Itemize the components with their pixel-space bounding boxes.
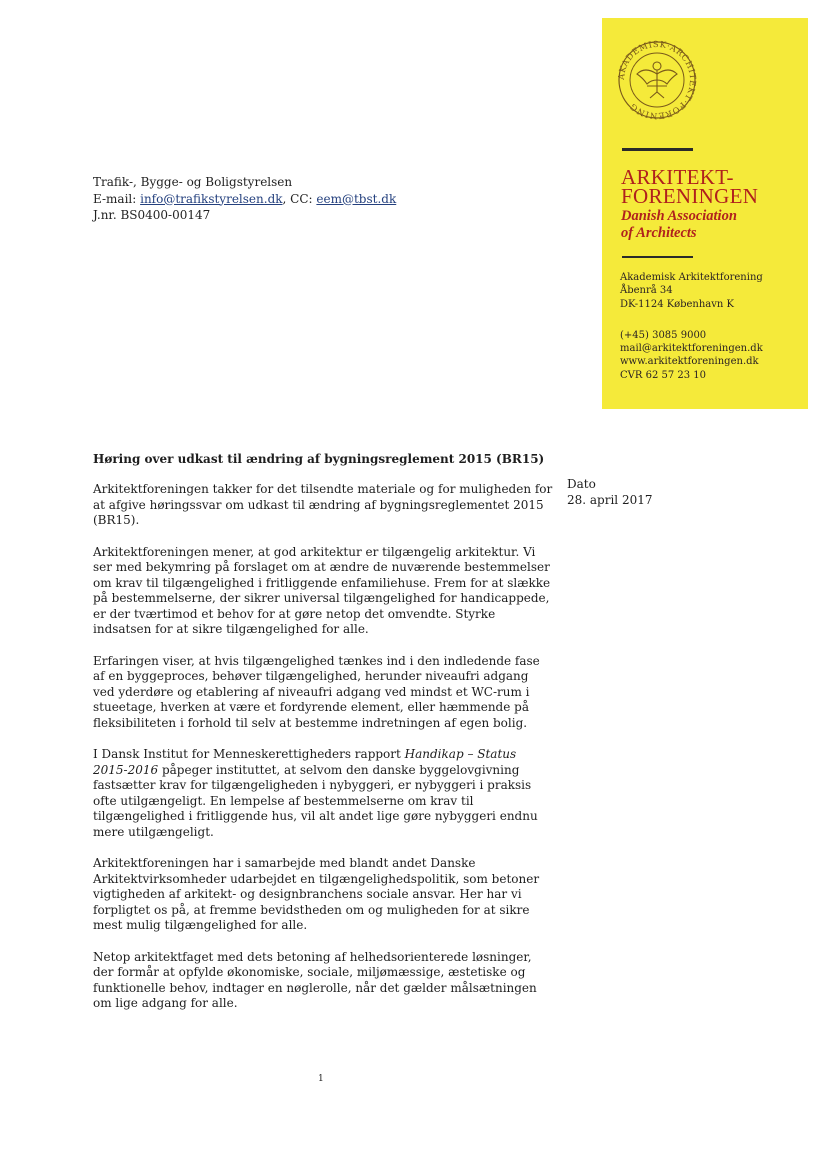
paragraph-4-intro: I Dansk Institut for Menneskerettigheders rapport bbox=[93, 747, 405, 761]
top-divider bbox=[622, 148, 693, 151]
contact-email[interactable]: mail@arkitektforeningen.dk bbox=[620, 343, 763, 355]
contact-website[interactable]: www.arkitektforeningen.dk bbox=[620, 356, 759, 368]
recipient-block bbox=[93, 174, 396, 224]
journal-number: J.nr. BS0400-00147 bbox=[93, 208, 211, 222]
date-label: Dato bbox=[567, 477, 596, 491]
brand-english-line2: of Architects bbox=[621, 224, 697, 241]
paragraph-1: Arkitektforeningen takker for det tilsendte materiale og for muligheden for at afgive høringssvar om udkast til ændring af bygningsreglementet 2015 (BR15). bbox=[93, 482, 553, 527]
letterhead-address bbox=[620, 271, 763, 382]
recipient-name: Trafik-, Bygge- og Boligstyrelsen bbox=[93, 175, 293, 189]
brand-english-line1: Danish Association bbox=[621, 208, 737, 224]
address-street: Åbenrå 34 bbox=[620, 285, 673, 297]
paragraph-3: Erfaringen viser, at hvis tilgængelighed tænkes ind i den indledende fase af en byggeproces, behøver tilgængelighed, herunder niveaufri adgang ved yderdøre og etablering af niveaufri adgang ved mindst et WC-rum i stueetage, hverken at være et fordyrende element, eller hæmmende på fleksibiliteten i forhold til selv at bestemme indretningen af egen bolig. bbox=[93, 653, 540, 730]
paragraph-5: Arkitektforeningen har i samarbejde med blandt andet Danske Arkitektvirksomheder udarbejdet en tilgængelighedspolitik, som betoner vigtigheden af arkitekt- og designbranchens sociale ansvar. Her har vi forpligtet os på, at fremme bevidstheden om og muligheden for at sikre mest mulig tilgængelighed for alle. bbox=[93, 856, 540, 932]
contact-phone: (+45) 3085 9000 bbox=[620, 329, 707, 341]
letterhead-panel bbox=[602, 18, 808, 409]
seal-text: AKADEMISK·ARCHITEKT·FORENING bbox=[617, 40, 697, 120]
paragraph-2: Arkitektforeningen mener, at god arkitektur er tilgængelig arkitektur. Vi ser med bekymring på forslaget om at ændre de nuværende bestemmelser om krav til tilgængelighed i fritliggende enfamiliehuse. Frem for at slække på bestemmelserne, der sikrer universal tilgængelighed for handicappede, er der tværtimod et behov for at gøre netop det omvendte. Styrke indsatsen for at sikre tilgængelighed for alle. bbox=[93, 544, 551, 636]
date-value: 28. april 2017 bbox=[567, 493, 653, 507]
recipient-email-line bbox=[93, 191, 396, 208]
report-title: Handikap – Status 2015-2016 bbox=[93, 747, 517, 777]
seal-logo bbox=[617, 40, 697, 120]
letter-body bbox=[93, 482, 553, 1028]
date-block bbox=[567, 476, 653, 508]
contact-cvr: CVR 62 57 23 10 bbox=[620, 369, 707, 381]
cc-email-link[interactable]: eem@tbst.dk bbox=[316, 191, 397, 206]
cc-label: , CC: bbox=[282, 191, 317, 206]
recipient-email-link[interactable]: info@trafikstyrelsen.dk bbox=[140, 191, 283, 206]
brand-name-line2: FORENINGEN bbox=[621, 184, 759, 208]
email-label: E-mail: bbox=[93, 191, 141, 206]
paragraph-4-rest: påpeger instituttet, at selvom den danske byggelovgivning fastsætter krav for tilgængeligheden i nybyggeri, er nybyggeri i praksis ofte utilgængeligt. En lempelse af bestemmelserne om krav til tilgængelighed i fritliggende hus, vil alt andet lige gøre nybyggeri endnu mere utilgængeligt. bbox=[93, 762, 538, 839]
brand-name-line1: ARKITEKT- bbox=[621, 165, 734, 189]
brand-english-name bbox=[621, 208, 758, 241]
address-org: Akademisk Arkitektforening bbox=[620, 272, 763, 283]
paragraph-6: Netop arkitektfaget med dets betoning af helhedsorienterede løsninger, der formår at opfylde økonomiske, sociale, miljømæssige, æstetiske og funktionelle behov, indtager en nøglerolle, når det gælder målsætningen om lige adgang for alle. bbox=[93, 949, 537, 1010]
middle-divider bbox=[622, 256, 693, 258]
address-city: DK-1124 København K bbox=[620, 298, 734, 310]
paragraph-4 bbox=[93, 747, 553, 840]
letter-heading: Høring over udkast til ændring af bygningsreglement 2015 (BR15) bbox=[93, 452, 545, 466]
page-number: 1 bbox=[318, 1074, 324, 1084]
brand-logotype bbox=[621, 165, 759, 241]
